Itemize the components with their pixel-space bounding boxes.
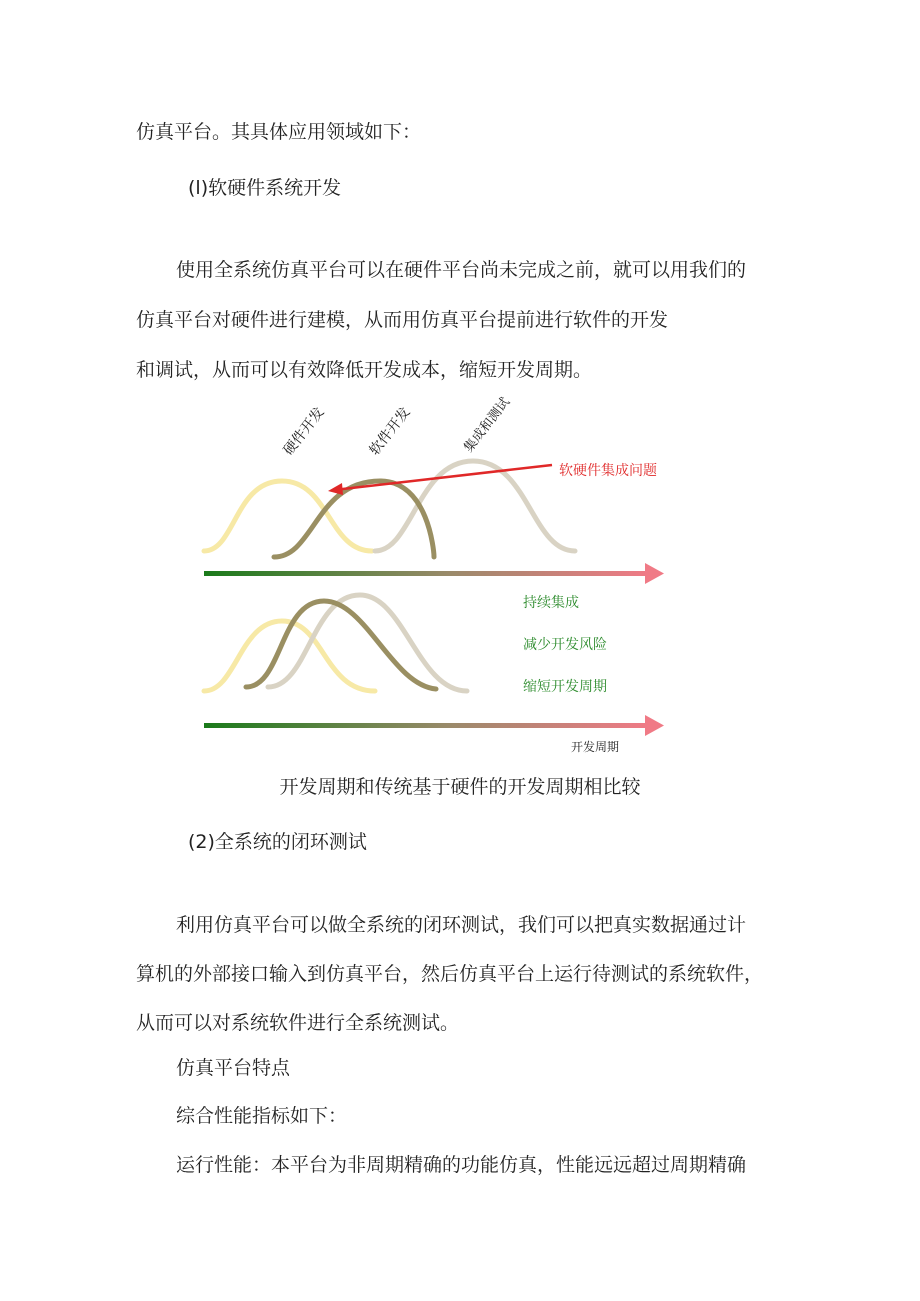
label-hardware-dev: 硬件开发 bbox=[280, 404, 328, 459]
timeline-arrow-top bbox=[204, 571, 649, 576]
paragraph-4: 运行性能：本平台为非周期精确的功能仿真，性能远远超过周期精确 bbox=[176, 1154, 747, 1176]
problem-pointer-head bbox=[328, 483, 343, 495]
figure-caption: 开发周期和传统基于硬件的开发周期相比较 bbox=[279, 776, 641, 798]
section-heading-1: (l)软硬件系统开发 bbox=[188, 177, 342, 199]
it-curve-bottom bbox=[268, 595, 467, 691]
paragraph-2-line-2: 算机的外部接口输入到仿真平台，然后仿真平台上运行待测试的系统软件， bbox=[136, 963, 764, 985]
paragraph-3: 综合性能指标如下： bbox=[176, 1105, 348, 1127]
label-integration-test: 集成和测试 bbox=[461, 394, 514, 456]
label-integration-problem: 软硬件集成问题 bbox=[559, 463, 657, 479]
label-software-dev: 软件开发 bbox=[366, 404, 414, 459]
timeline-arrowhead-bottom bbox=[645, 715, 664, 736]
problem-pointer-line bbox=[334, 465, 552, 490]
paragraph-intro: 仿真平台。其具体应用领域如下： bbox=[136, 121, 422, 143]
axis-label-dev-cycle: 开发周期 bbox=[571, 740, 620, 754]
benefit-reduce-risk: 减少开发风险 bbox=[523, 637, 607, 653]
paragraph-2-line-1: 利用仿真平台可以做全系统的闭环测试，我们可以把真实数据通过计 bbox=[176, 914, 747, 936]
paragraph-1-line-3: 和调试，从而可以有效降低开发成本，缩短开发周期。 bbox=[136, 359, 593, 381]
timeline-arrowhead-top bbox=[645, 563, 664, 584]
section-heading-2: (2)全系统的闭环测试 bbox=[188, 831, 367, 853]
section-heading-3: 仿真平台特点 bbox=[176, 1057, 291, 1079]
timeline-arrow-bottom bbox=[204, 723, 649, 728]
paragraph-1-line-1: 使用全系统仿真平台可以在硬件平台尚未完成之前，就可以用我们的 bbox=[176, 259, 747, 281]
paragraph-2-line-3: 从而可以对系统软件进行全系统测试。 bbox=[136, 1012, 460, 1034]
paragraph-1-line-2: 仿真平台对硬件进行建模，从而用仿真平台提前进行软件的开发 bbox=[136, 309, 669, 331]
benefit-shorten-cycle: 缩短开发周期 bbox=[523, 679, 607, 695]
benefit-continuous-integration: 持续集成 bbox=[523, 595, 579, 611]
development-cycle-figure bbox=[190, 385, 690, 760]
